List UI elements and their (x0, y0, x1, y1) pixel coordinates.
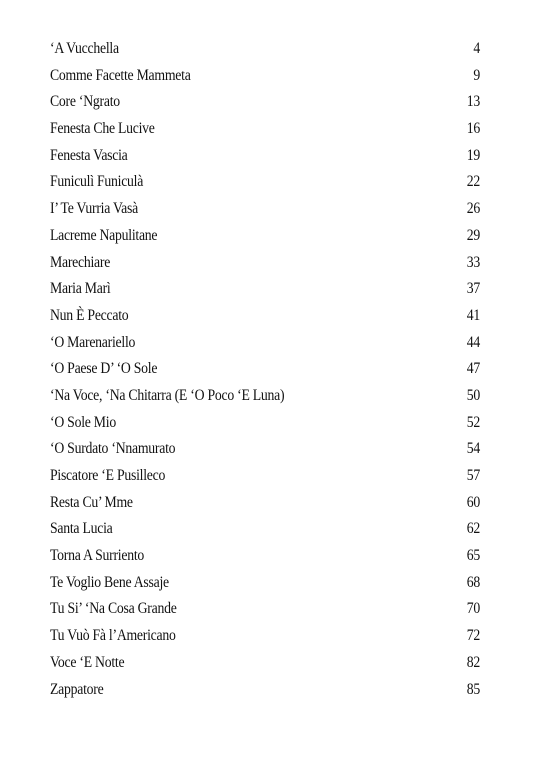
toc-entry-page-number: 50 (466, 386, 480, 404)
toc-entry-title: Marechiare (50, 253, 111, 271)
toc-entry-page-number: 60 (466, 493, 480, 511)
toc-entry-title: Fenesta Vascia (50, 146, 128, 164)
toc-entry (50, 254, 480, 281)
toc-entry (50, 467, 480, 494)
toc-entry (50, 40, 480, 67)
toc-entry-page-number: 26 (466, 200, 480, 218)
toc-entry-title: ‘O Surdato ‘Nnamurato (50, 440, 176, 458)
toc-entry (50, 627, 480, 654)
toc-entry (50, 173, 480, 200)
toc-entry (50, 280, 480, 307)
toc-entry (50, 654, 480, 681)
toc-entry (50, 681, 480, 708)
toc-entry (50, 440, 480, 467)
toc-entry-title: ‘Na Voce, ‘Na Chitarra (E ‘O Poco ‘E Luna) (50, 386, 285, 404)
toc-entry-title: Lacreme Napulitane (50, 226, 158, 244)
toc-entry-title: Core ‘Ngrato (50, 93, 120, 111)
toc-entry-page-number: 9 (473, 66, 480, 84)
toc-entry (50, 387, 480, 414)
toc-entry (50, 120, 480, 147)
toc-entry (50, 307, 480, 334)
toc-entry-page-number: 68 (466, 573, 480, 591)
table-of-contents (50, 40, 480, 707)
toc-entry-title: Tu Si’ ‘Na Cosa Grande (50, 600, 177, 618)
toc-entry-title: Piscatore ‘E Pusilleco (50, 467, 166, 484)
toc-entry-title: Fenesta Che Lucive (50, 120, 155, 138)
toc-entry-title: Funiculì Funiculà (50, 173, 144, 191)
toc-entry-title: ‘A Vucchella (50, 40, 119, 57)
toc-entry (50, 67, 480, 94)
toc-entry-title: ‘O Paese D’ ‘O Sole (50, 360, 158, 378)
toc-entry (50, 200, 480, 227)
toc-entry-page-number: 22 (466, 173, 480, 191)
toc-entry-page-number: 47 (466, 360, 480, 378)
toc-entry (50, 547, 480, 574)
toc-entry-title: Comme Facette Mammeta (50, 66, 191, 84)
toc-entry-page-number: 57 (466, 467, 480, 484)
toc-entry-page-number: 37 (466, 280, 480, 298)
toc-entry-title: Resta Cu’ Mme (50, 493, 133, 511)
toc-entry-title: Santa Lucia (50, 520, 113, 538)
toc-entry-page-number: 41 (466, 306, 480, 324)
toc-entry (50, 93, 480, 120)
toc-entry (50, 494, 480, 521)
toc-entry-page-number: 44 (466, 333, 480, 351)
toc-entry-page-number: 85 (466, 680, 480, 698)
toc-entry-title: Zappatore (50, 680, 104, 698)
toc-entry-title: Maria Marì (50, 280, 111, 298)
toc-entry-page-number: 52 (466, 413, 480, 431)
toc-entry-page-number: 16 (466, 120, 480, 138)
toc-entry (50, 520, 480, 547)
toc-entry (50, 360, 480, 387)
toc-entry (50, 574, 480, 601)
toc-entry-page-number: 19 (466, 146, 480, 164)
toc-entry (50, 414, 480, 441)
toc-entry-page-number: 62 (466, 520, 480, 538)
toc-entry-title: ‘O Marenariello (50, 333, 136, 351)
toc-entry-title: Te Voglio Bene Assaje (50, 573, 169, 591)
toc-entry-page-number: 72 (466, 627, 480, 645)
toc-entry (50, 227, 480, 254)
toc-entry-title: ‘O Sole Mio (50, 413, 116, 431)
toc-entry-title: Tu Vuò Fà l’Americano (50, 627, 176, 645)
toc-entry (50, 334, 480, 361)
toc-entry-title: Torna A Surriento (50, 547, 145, 565)
toc-entry-title: Nun È Peccato (50, 306, 129, 324)
toc-entry-page-number: 54 (466, 440, 480, 458)
toc-entry-page-number: 13 (466, 93, 480, 111)
toc-entry-title: I’ Te Vurria Vasà (50, 200, 138, 218)
toc-entry (50, 600, 480, 627)
toc-entry-page-number: 70 (466, 600, 480, 618)
toc-entry-page-number: 33 (466, 253, 480, 271)
toc-entry-page-number: 82 (466, 653, 480, 671)
toc-entry (50, 147, 480, 174)
toc-entry-page-number: 29 (466, 226, 480, 244)
toc-entry-page-number: 65 (466, 547, 480, 565)
toc-entry-page-number: 4 (473, 40, 480, 57)
toc-entry-title: Voce ‘E Notte (50, 653, 125, 671)
